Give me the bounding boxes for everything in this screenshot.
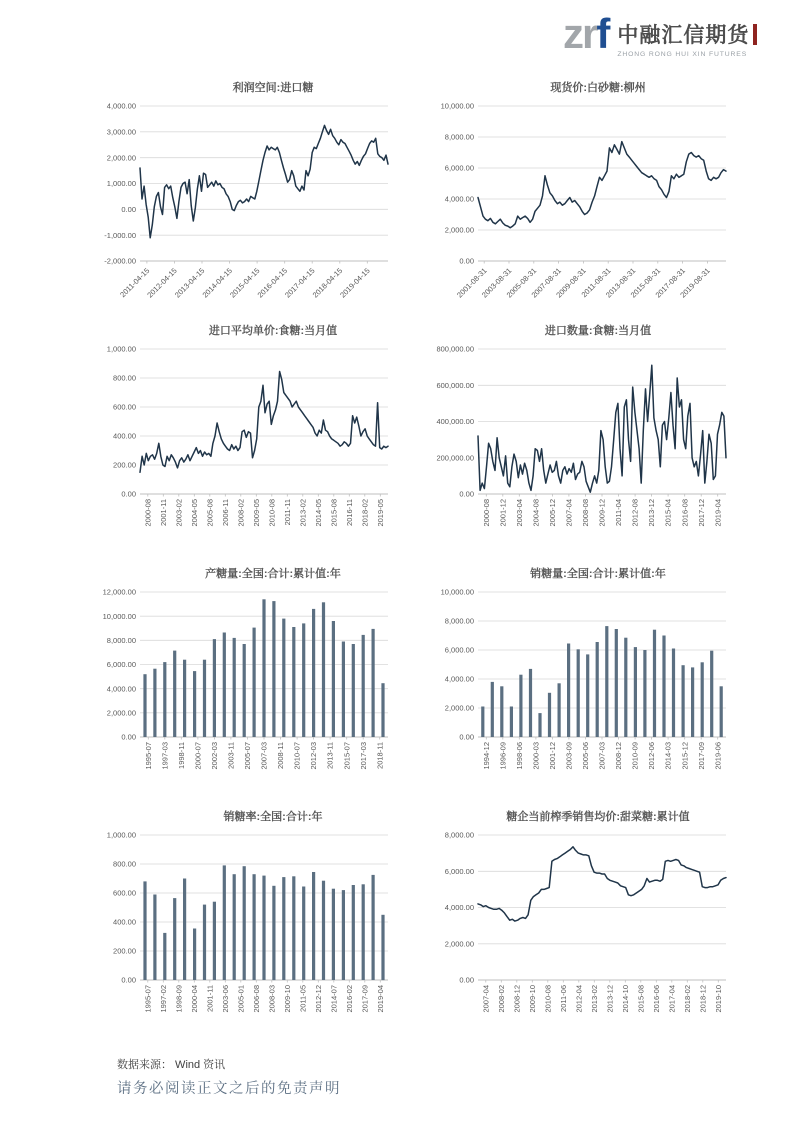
x-tick-label: 2008-12 [512, 985, 522, 1013]
x-tick-label: 2017-04-15 [283, 266, 317, 300]
bar [510, 707, 513, 738]
y-tick-label: 3,000.00 [106, 127, 136, 137]
bar [282, 877, 285, 980]
x-tick-label: 2014-03 [663, 742, 673, 770]
bar [332, 889, 335, 980]
chart-beet-sugar-avg-sale-price [426, 809, 732, 1040]
x-tick-label: 2000-08 [143, 499, 153, 527]
logo-chinese-name: 中融汇信期货 [617, 24, 750, 47]
bar [624, 638, 627, 737]
bar [213, 902, 216, 980]
bar [233, 874, 236, 980]
chart-canvas-spot-price [426, 96, 736, 311]
x-tick-label: 2008-02 [496, 985, 506, 1013]
logo-zr: zr [563, 10, 597, 57]
x-tick-label: 2009-12 [597, 499, 607, 527]
bar [143, 881, 146, 980]
logo-red-mark [753, 24, 757, 45]
logo-english-name: ZHONG RONG HUI XIN FUTURES [617, 51, 748, 58]
x-tick-label: 2012-04 [574, 985, 584, 1013]
x-tick-label: 2015-12 [680, 742, 690, 770]
y-tick-label: 6,000.00 [444, 163, 474, 173]
bar [558, 683, 561, 737]
y-tick-label: 1,000.00 [106, 179, 136, 189]
x-tick-label: 2011-11 [282, 499, 292, 526]
x-tick-label: 2019-04 [375, 985, 385, 1013]
x-tick-label: 2010-07 [292, 742, 302, 770]
y-tick-label: 10,000.00 [440, 101, 474, 111]
y-tick-label: 4,000.00 [444, 674, 474, 684]
bar [538, 713, 541, 737]
bar [193, 671, 196, 737]
x-tick-label: 2015-08 [636, 985, 646, 1013]
x-tick-label: 2003-04 [514, 499, 524, 527]
series-line [478, 365, 726, 492]
chart-canvas-import-avg-price [88, 339, 398, 554]
x-tick-label: 2012-08 [630, 499, 640, 527]
x-tick-label: 2010-08 [267, 499, 277, 527]
chart-canvas-import-quantity [426, 339, 736, 554]
y-tick-label: 8,000.00 [444, 616, 474, 626]
x-tick-label: 2010-08 [543, 985, 553, 1013]
bar [529, 669, 532, 737]
bar [193, 929, 196, 981]
bar [173, 898, 176, 980]
y-tick-label: 6,000.00 [444, 645, 474, 655]
bar [213, 639, 216, 737]
x-tick-label: 1995-07 [143, 985, 153, 1013]
y-tick-label: 400,000.00 [436, 417, 474, 427]
bar [381, 915, 384, 980]
chart-title: 进口数量:食糖:当月值 [544, 325, 652, 337]
x-tick-label: 2001-11 [158, 499, 168, 526]
chart-title: 进口平均单价:食糖:当月值 [208, 325, 338, 337]
x-tick-label: 1994-12 [481, 742, 491, 770]
x-tick-label: 2008-08 [581, 499, 591, 527]
bar [682, 665, 685, 737]
y-tick-label: 0.00 [459, 256, 474, 266]
x-tick-label: 2016-06 [651, 985, 661, 1013]
chart-title: 销糖率:全国:合计:年 [223, 811, 323, 823]
y-tick-label: 0.00 [121, 732, 136, 742]
x-tick-label: 2008-11 [276, 742, 286, 769]
bar [615, 629, 618, 737]
bar [183, 660, 186, 737]
y-tick-label: 8,000.00 [444, 132, 474, 142]
x-tick-label: 2019-10 [713, 985, 723, 1013]
bar [372, 875, 375, 980]
x-tick-label: 2007-04 [481, 985, 491, 1013]
x-tick-label: 2011-08-31 [579, 266, 613, 300]
x-tick-label: 2009-08-31 [554, 266, 588, 300]
x-tick-label: 2016-04-15 [255, 266, 290, 300]
x-tick-label: 2012-06 [647, 742, 657, 770]
x-tick-label: 2001-12 [498, 499, 508, 527]
bar [163, 662, 166, 737]
chart-sugar-production-cumulative [88, 566, 420, 797]
x-tick-label: 2003-02 [174, 499, 184, 527]
bar [312, 872, 315, 980]
bar [312, 609, 315, 737]
series-line [478, 847, 726, 921]
chart-canvas-beet-sugar-price [426, 825, 736, 1040]
x-tick-label: 1998-06 [514, 742, 524, 770]
chart-canvas-profit-import-sugar [88, 96, 398, 311]
x-tick-label: 2015-07 [342, 742, 352, 770]
x-tick-label: 2016-02 [344, 985, 354, 1013]
x-tick-label: 1997-02 [158, 985, 168, 1013]
x-tick-label: 2009-10 [282, 985, 292, 1013]
x-tick-label: 2014-10 [620, 985, 630, 1013]
x-tick-label: 2005-07 [243, 742, 253, 770]
x-tick-label: 2013-08-31 [603, 266, 638, 300]
x-tick-label: 2011-04 [614, 499, 624, 526]
x-tick-label: 2014-05 [313, 499, 323, 527]
bar [701, 662, 704, 737]
bar [342, 642, 345, 738]
bar [272, 601, 275, 737]
bar [292, 876, 295, 980]
x-tick-label: 2019-06 [713, 742, 723, 770]
bar [282, 619, 285, 737]
x-tick-label: 2019-08-31 [678, 266, 712, 300]
x-tick-label: 2017-09 [360, 985, 370, 1013]
y-tick-label: -2,000.00 [104, 256, 136, 266]
y-tick-label: 2,000.00 [106, 153, 136, 163]
x-tick-label: 2008-02 [236, 499, 246, 527]
x-tick-label: 2015-04-15 [228, 266, 262, 300]
y-tick-label: 1,000.00 [106, 830, 136, 840]
y-tick-label: 200,000.00 [436, 453, 474, 463]
bar [586, 654, 589, 737]
y-tick-label: 6,000.00 [106, 660, 136, 670]
bar [500, 686, 503, 737]
x-tick-label: 2015-08 [329, 499, 339, 527]
bar [634, 647, 637, 737]
bar [143, 674, 146, 737]
chart-title: 产糖量:全国:合计:累计值:年 [205, 568, 341, 580]
y-tick-label: 200.00 [113, 946, 136, 956]
y-tick-label: 600,000.00 [436, 380, 474, 390]
bar [653, 630, 656, 737]
series-line [140, 125, 388, 237]
bar [253, 628, 256, 737]
chart-title: 现货价:白砂糖:柳州 [550, 82, 646, 94]
bar [720, 686, 723, 737]
x-tick-label: 2016-11 [344, 499, 354, 526]
page-footer [117, 1056, 341, 1098]
x-tick-label: 2012-03 [309, 742, 319, 770]
x-tick-label: 2019-05 [375, 499, 385, 527]
x-tick-label: 2013-02 [589, 985, 599, 1013]
bar [567, 644, 570, 738]
x-tick-label: 2016-08 [680, 499, 690, 527]
y-tick-label: 10,000.00 [440, 587, 474, 597]
x-tick-label: 2007-04 [564, 499, 574, 527]
bar [223, 865, 226, 980]
chart-title: 糖企当前榨季销售均价:甜菜糖:累计值 [506, 811, 690, 823]
x-tick-label: 2006-08 [251, 985, 261, 1013]
logo-text [617, 14, 757, 58]
bar [322, 602, 325, 737]
bar [481, 707, 484, 738]
chart-import-quantity [426, 323, 732, 554]
x-tick-label: 2018-12 [698, 985, 708, 1013]
bar [233, 638, 236, 737]
bar [342, 890, 345, 980]
y-tick-label: 0.00 [459, 489, 474, 499]
x-tick-label: 2001-11 [205, 985, 215, 1012]
x-tick-label: 2000-03 [531, 742, 541, 770]
y-tick-label: 1,000.00 [106, 344, 136, 354]
x-tick-label: 2007-03 [259, 742, 269, 770]
bar [262, 876, 265, 980]
x-tick-label: 2007-08-31 [529, 266, 564, 300]
x-tick-label: 2008-12 [614, 742, 624, 770]
x-tick-label: 2011-06 [558, 985, 568, 1012]
charts-grid [88, 80, 732, 1040]
data-source-label: 数据来源： Wind 资讯 [117, 1059, 226, 1071]
x-tick-label: 2013-04-15 [172, 266, 207, 300]
bar [183, 879, 186, 981]
y-tick-label: 4,000.00 [444, 903, 474, 913]
x-tick-label: 2005-01 [236, 985, 246, 1013]
x-tick-label: 2014-07 [329, 985, 339, 1013]
bar [491, 682, 494, 737]
bar [322, 881, 325, 980]
x-tick-label: 2008-03 [267, 985, 277, 1013]
bar [710, 651, 713, 737]
y-tick-label: 12,000.00 [102, 587, 136, 597]
x-tick-label: 2017-08-31 [653, 266, 688, 300]
bar [643, 650, 646, 737]
bar [548, 693, 551, 737]
x-tick-label: 2000-08 [481, 499, 491, 527]
chart-spot-price-white-sugar-liuzhou [426, 80, 732, 311]
x-tick-label: 1995-07 [143, 742, 153, 770]
x-tick-label: 2013-11 [325, 742, 335, 769]
chart-import-avg-unit-price [88, 323, 420, 554]
x-tick-label: 2017-12 [696, 499, 706, 527]
bar [203, 660, 206, 737]
bar [243, 644, 246, 737]
logo-f: f [596, 10, 609, 57]
bar [223, 633, 226, 738]
y-tick-label: 400.00 [113, 431, 136, 441]
x-tick-label: 2005-06 [581, 742, 591, 770]
bar [302, 887, 305, 981]
x-tick-label: 1998-09 [174, 985, 184, 1013]
chart-canvas-sugar-production [88, 582, 398, 797]
y-tick-label: 10,000.00 [102, 611, 136, 621]
bar [163, 933, 166, 980]
y-tick-label: -1,000.00 [104, 230, 136, 240]
x-tick-label: 2017-09 [696, 742, 706, 770]
x-tick-label: 2002-03 [210, 742, 219, 770]
y-tick-label: 0.00 [459, 732, 474, 742]
x-tick-label: 2003-06 [220, 985, 230, 1013]
x-tick-label: 2013-02 [298, 499, 308, 527]
bar [577, 649, 580, 737]
x-tick-label: 2015-04 [663, 499, 673, 527]
bar [203, 905, 206, 980]
x-tick-label: 2005-08 [205, 499, 215, 527]
y-tick-label: 4,000.00 [106, 101, 136, 111]
y-tick-label: 0.00 [459, 975, 474, 985]
bar [272, 886, 275, 980]
x-tick-label: 2012-04-15 [145, 266, 179, 300]
x-tick-label: 2018-02 [682, 985, 692, 1013]
bar [302, 623, 305, 737]
y-tick-label: 800,000.00 [436, 344, 474, 354]
chart-title: 销糖量:全国:合计:累计值:年 [530, 568, 666, 580]
y-tick-label: 2,000.00 [106, 708, 136, 718]
x-tick-label: 2019-04-15 [338, 266, 372, 300]
y-tick-label: 200.00 [113, 460, 136, 470]
y-tick-label: 2,000.00 [444, 703, 474, 713]
y-tick-label: 400.00 [113, 917, 136, 927]
bar [596, 642, 599, 737]
bar [662, 636, 665, 738]
chart-canvas-sugar-sales-rate [88, 825, 398, 1040]
bar [372, 629, 375, 737]
chart-profit-import-sugar [88, 80, 420, 311]
bar [605, 626, 608, 737]
x-tick-label: 2005-08-31 [504, 266, 539, 300]
bar [519, 675, 522, 737]
y-tick-label: 0.00 [121, 975, 136, 985]
series-line [478, 142, 726, 228]
x-tick-label: 2018-02 [360, 499, 370, 527]
series-line [140, 372, 388, 473]
x-tick-label: 2019-04 [713, 499, 723, 527]
y-tick-label: 0.00 [121, 204, 136, 214]
x-tick-label: 2014-04-15 [200, 266, 235, 300]
x-tick-label: 2015-08-31 [628, 266, 663, 300]
bar [173, 651, 176, 737]
x-tick-label: 2003-11 [226, 742, 236, 769]
x-tick-label: 2007-03 [597, 742, 607, 770]
chart-canvas-sugar-sales-volume [426, 582, 736, 797]
y-tick-label: 6,000.00 [444, 866, 474, 876]
bar [672, 649, 675, 738]
x-tick-label: 2010-09 [630, 742, 640, 770]
x-tick-label: 2000-04 [189, 985, 199, 1013]
y-tick-label: 800.00 [113, 859, 136, 869]
x-tick-label: 2018-04-15 [310, 266, 345, 300]
y-tick-label: 0.00 [121, 489, 136, 499]
bar [352, 885, 355, 980]
logo-cn-row [617, 19, 757, 49]
x-tick-label: 2001-12 [548, 742, 557, 770]
x-tick-label: 2004-05 [189, 499, 199, 527]
x-tick-label: 2013-12 [647, 499, 657, 527]
chart-sugar-sales-rate [88, 809, 420, 1040]
x-tick-label: 2012-12 [313, 985, 323, 1013]
x-tick-label: 2018-11 [375, 742, 385, 769]
x-tick-label: 2017-03 [358, 742, 368, 770]
y-tick-label: 2,000.00 [444, 225, 474, 235]
x-tick-label: 2006-11 [220, 499, 230, 526]
disclaimer-text: 请务必阅读正文之后的免责声明 [117, 1081, 341, 1097]
x-tick-label: 2005-12 [548, 499, 557, 527]
y-tick-label: 600.00 [113, 888, 136, 898]
x-tick-label: 2000-07 [193, 742, 203, 770]
chart-title: 利润空间:进口糖 [232, 82, 314, 94]
bar [153, 669, 156, 737]
x-tick-label: 2001-08-31 [455, 266, 489, 300]
x-tick-label: 2013-12 [605, 985, 615, 1013]
company-logo [563, 10, 757, 58]
bar [381, 683, 384, 737]
bar [362, 884, 365, 980]
y-tick-label: 800.00 [113, 373, 136, 383]
y-tick-label: 2,000.00 [444, 939, 474, 949]
bar [253, 874, 256, 980]
y-tick-label: 8,000.00 [106, 635, 136, 645]
x-tick-label: 1996-09 [498, 742, 508, 770]
bar [292, 627, 295, 737]
y-tick-label: 600.00 [113, 402, 136, 412]
chart-sugar-sales-volume-cumulative [426, 566, 732, 797]
y-tick-label: 8,000.00 [444, 830, 474, 840]
bar [691, 667, 694, 737]
x-tick-label: 2009-10 [527, 985, 537, 1013]
y-tick-label: 4,000.00 [106, 684, 136, 694]
bar [332, 621, 335, 737]
x-tick-label: 1997-03 [160, 742, 170, 770]
x-tick-label: 2011-04-15 [118, 266, 152, 300]
x-tick-label: 2003-09 [564, 742, 574, 770]
x-tick-label: 1998-11 [176, 742, 186, 769]
bar [352, 644, 355, 737]
bar [262, 599, 265, 737]
bar [243, 866, 246, 980]
bar [153, 895, 156, 981]
x-tick-label: 2004-08 [531, 499, 541, 527]
logo-zrf-monogram [563, 10, 609, 57]
bar [362, 635, 365, 737]
x-tick-label: 2017-04 [667, 985, 677, 1013]
x-tick-label: 2009-05 [251, 499, 261, 527]
x-tick-label: 2003-08-31 [479, 266, 514, 300]
y-tick-label: 4,000.00 [444, 194, 474, 204]
x-tick-label: 2011-05 [298, 985, 308, 1012]
